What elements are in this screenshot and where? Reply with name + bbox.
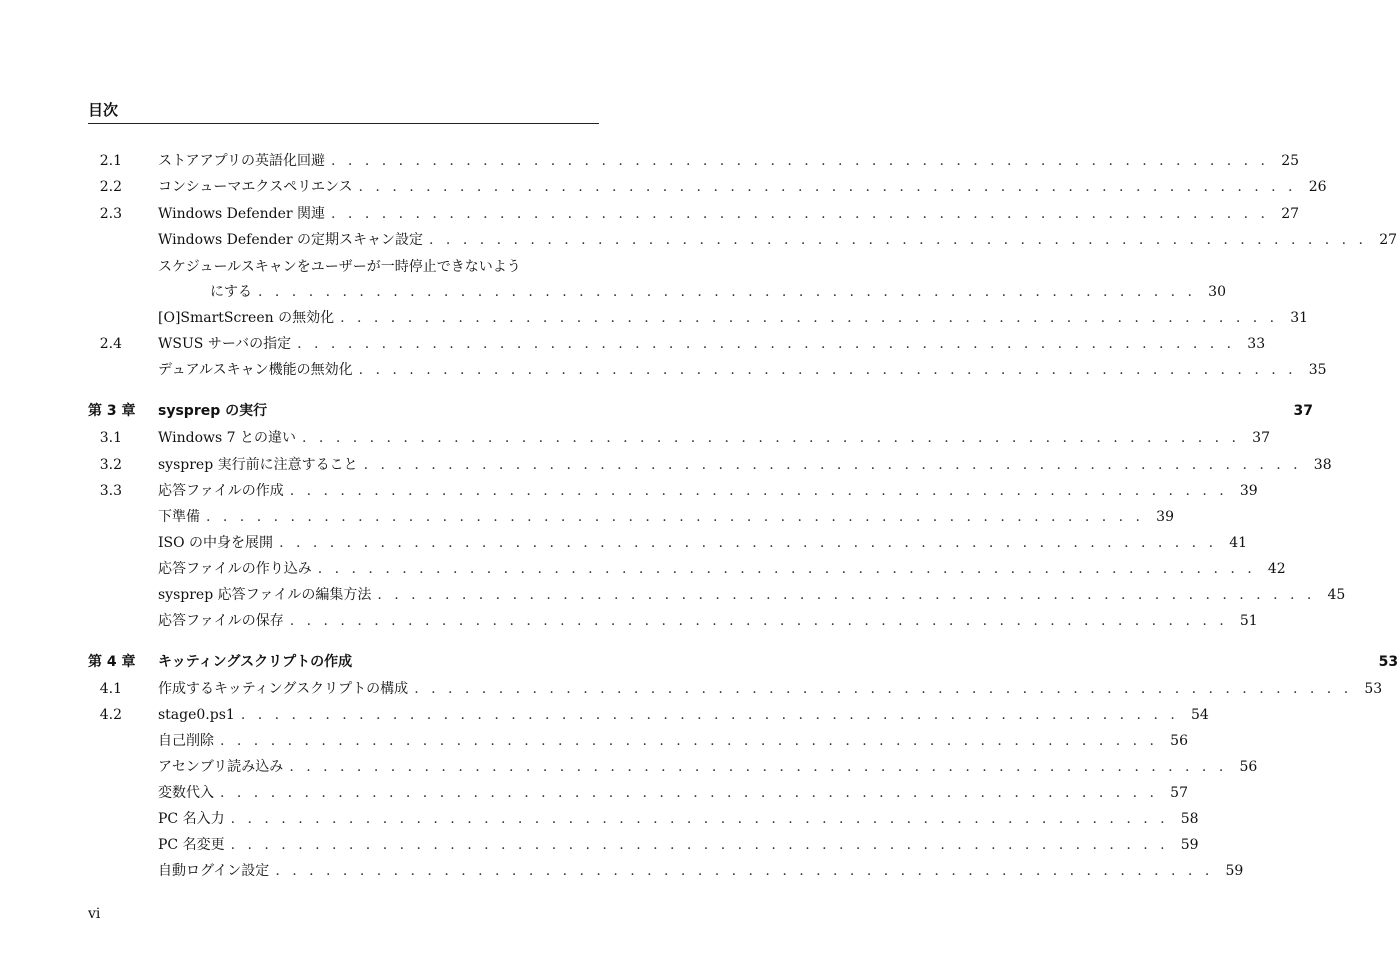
toc-entry-page: 30 — [1208, 284, 1226, 300]
toc-entry-row[interactable] — [88, 532, 1248, 554]
toc-dot-leader: . . . . . . . . . . . . . . . . . . . . . . . . . . . . . . . . . . . . . . . . . . . . . . . . . . . . . . . . — [340, 310, 1279, 326]
toc-dot-leader: . . . . . . . . . . . . . . . . . . . . . . . . . . . . . . . . . . . . . . . . . . . . . . . . . . . . . . . . — [275, 863, 1214, 879]
toc-entry-row[interactable] — [88, 704, 1209, 726]
toc-entry-row[interactable] — [88, 610, 1258, 632]
toc-entry-page: 27 — [1379, 232, 1398, 248]
toc-entry-title: 下準備 — [158, 509, 200, 525]
toc-entry-row[interactable] — [88, 427, 1270, 449]
toc-dot-leader: . . . . . . . . . . . . . . . . . . . . . . . . . . . . . . . . . . . . . . . . . . . . . . . . . . . . . . . . — [297, 336, 1236, 352]
toc-entry-row[interactable] — [88, 834, 1199, 856]
toc-dot-leader: . . . . . . . . . . . . . . . . . . . . . . . . . . . . . . . . . . . . . . . . . . . . . . . . . . . . . . . . — [279, 535, 1218, 551]
toc-entry-page: 58 — [1180, 811, 1199, 827]
toc-dot-leader: . . . . . . . . . . . . . . . . . . . . . . . . . . . . . . . . . . . . . . . . . . . . . . . . . . . . . . . . — [414, 681, 1353, 697]
toc-entry-title: 応答ファイルの作り込み — [158, 561, 312, 577]
toc-entry-page: 45 — [1327, 587, 1346, 603]
toc-dot-leader: . . . . . . . . . . . . . . . . . . . . . . . . . . . . . . . . . . . . . . . . . . . . . . . . . . . . . . . . — [230, 811, 1169, 827]
toc-entry-number: 第 4 章 — [88, 654, 136, 670]
toc-entry-page: 56 — [1239, 759, 1258, 775]
toc-dot-leader: . . . . . . . . . . . . . . . . . . . . . . . . . . . . . . . . . . . . . . . . . . . . . . . . . . . . . . . . — [220, 785, 1158, 801]
toc-entry-row[interactable] — [88, 203, 1300, 225]
toc-entry-row[interactable] — [88, 480, 1258, 502]
toc-entry-page: 38 — [1313, 457, 1332, 473]
page-header-title: 目次 — [88, 101, 119, 119]
toc-entry-row[interactable] — [88, 808, 1199, 830]
toc-entry-page: 59 — [1225, 863, 1244, 879]
toc-entry-number: 4.2 — [99, 707, 122, 723]
toc-entry-number: 2.1 — [99, 153, 122, 169]
toc-entry-page: 51 — [1239, 613, 1258, 629]
toc-entry-title: ISO の中身を展開 — [158, 535, 274, 551]
toc-entry-title: sysprep 実行前に注意すること — [158, 457, 358, 473]
toc-entry-number: 第 3 章 — [88, 403, 136, 419]
toc-entry-row[interactable] — [88, 454, 1332, 476]
toc-entry-title: 応答ファイルの保存 — [158, 613, 284, 629]
toc-entry-page: 53 — [1378, 654, 1398, 670]
toc-entry-page: 25 — [1281, 153, 1300, 169]
toc-dot-leader: . . . . . . . . . . . . . . . . . . . . . . . . . . . . . . . . . . . . . . . . . . . . . . . . . . . . . . . . — [363, 457, 1302, 473]
toc-dot-leader: . . . . . . . . . . . . . . . . . . . . . . . . . . . . . . . . . . . . . . . . . . . . . . . . . . . . . . . . — [258, 284, 1196, 300]
toc-entry-row[interactable] — [88, 558, 1286, 580]
toc-entry-page: 54 — [1190, 707, 1209, 723]
toc-entry-page: 57 — [1170, 785, 1188, 801]
toc-entry-row[interactable] — [88, 150, 1300, 172]
toc-dot-leader: . . . . . . . . . . . . . . . . . . . . . . . . . . . . . . . . . . . . . . . . . . . . . . . . . . . . . . . . — [289, 613, 1228, 629]
toc-entry-title: stage0.ps1 — [158, 707, 235, 723]
toc-entry-number: 2.2 — [99, 179, 122, 195]
toc-entry-title: 作成するキッティングスクリプトの構成 — [158, 681, 409, 697]
toc-entry-number: 2.4 — [99, 336, 122, 352]
toc-entry-title: PC 名入力 — [158, 811, 225, 827]
toc-dot-leader: . . . . . . . . . . . . . . . . . . . . . . . . . . . . . . . . . . . . . . . . . . . . . . . . . . . . . . . . — [230, 837, 1169, 853]
toc-entry-number: 3.2 — [99, 457, 122, 473]
toc-entry-page: 41 — [1229, 535, 1248, 551]
toc-entry-title: Windows Defender の定期スキャン設定 — [158, 232, 424, 248]
toc-entry-page: 37 — [1293, 403, 1314, 419]
toc-entry-number: 3.3 — [99, 483, 122, 499]
toc-entry-page: 39 — [1239, 483, 1258, 499]
toc-dot-leader: . . . . . . . . . . . . . . . . . . . . . . . . . . . . . . . . . . . . . . . . . . . . . . . . . . . . . . . . — [240, 707, 1179, 723]
toc-entry-page: 35 — [1308, 362, 1327, 378]
toc-entry-title: にする — [210, 284, 252, 300]
toc-entry-row[interactable] — [88, 229, 1398, 251]
toc-dot-leader: . . . . . . . . . . . . . . . . . . . . . . . . . . . . . . . . . . . . . . . . . . . . . . . . . . . . . . . . — [302, 430, 1240, 446]
toc-entry-title: Windows 7 との違い — [158, 430, 297, 446]
toc-entry-title: 自動ログイン設定 — [158, 863, 270, 879]
toc-chapter-row[interactable] — [88, 651, 1398, 673]
toc-entry-page: 26 — [1308, 179, 1327, 195]
toc-entry-title: デュアルスキャン機能の無効化 — [158, 362, 353, 378]
toc-entry-page: 33 — [1247, 336, 1266, 352]
toc-entry-title: ストアアプリの英語化回避 — [158, 153, 326, 169]
toc-entry-page: 56 — [1170, 733, 1188, 749]
toc-entry-page: 31 — [1290, 310, 1309, 326]
toc-entry-title: 変数代入 — [158, 785, 214, 801]
toc-entry-row[interactable] — [88, 333, 1266, 355]
page-number: vi — [88, 906, 101, 922]
toc-entry-title: アセンブリ読み込み — [158, 759, 284, 775]
toc-dot-leader: . . . . . . . . . . . . . . . . . . . . . . . . . . . . . . . . . . . . . . . . . . . . . . . . . . . . . . . . — [377, 587, 1316, 603]
toc-entry-row[interactable] — [88, 176, 1327, 198]
toc-dot-leader: . . . . . . . . . . . . . . . . . . . . . . . . . . . . . . . . . . . . . . . . . . . . . . . . . . . . . . . . — [331, 206, 1270, 222]
toc-entry-title: PC 名変更 — [158, 837, 225, 853]
toc-entry-page: 59 — [1180, 837, 1199, 853]
toc-entry-page: 39 — [1156, 509, 1174, 525]
toc-dot-leader: . . . . . . . . . . . . . . . . . . . . . . . . . . . . . . . . . . . . . . . . . . . . . . . . . . . . . . . . — [358, 362, 1297, 378]
toc-entry-number: 3.1 — [99, 430, 122, 446]
toc-entry-title: キッティングスクリプトの作成 — [158, 654, 353, 670]
toc-entry-row[interactable] — [88, 256, 599, 278]
toc-entry-row[interactable] — [88, 359, 1327, 381]
toc-entry-row[interactable] — [88, 782, 1188, 804]
toc-dot-leader: . . . . . . . . . . . . . . . . . . . . . . . . . . . . . . . . . . . . . . . . . . . . . . . . . . . . . . . . — [206, 509, 1144, 525]
toc-chapter-row[interactable] — [88, 400, 1314, 422]
toc-entry-row[interactable] — [88, 584, 1346, 606]
toc-entry-page: 42 — [1267, 561, 1286, 577]
toc-entry-title: 応答ファイルの作成 — [158, 483, 284, 499]
toc-entry-row[interactable] — [88, 730, 1188, 752]
toc-entry-title: コンシューマエクスペリエンス — [158, 179, 353, 195]
toc-dot-leader: . . . . . . . . . . . . . . . . . . . . . . . . . . . . . . . . . . . . . . . . . . . . . . . . . . . . . . . . — [317, 561, 1256, 577]
toc-entry-number: 4.1 — [99, 681, 122, 697]
toc-dot-leader: . . . . . . . . . . . . . . . . . . . . . . . . . . . . . . . . . . . . . . . . . . . . . . . . . . . . . . . . — [220, 733, 1158, 749]
toc-entry-row[interactable] — [88, 756, 1258, 778]
toc-dot-leader: . . . . . . . . . . . . . . . . . . . . . . . . . . . . . . . . . . . . . . . . . . . . . . . . . . . . . . . . — [289, 759, 1228, 775]
toc-entry-row[interactable] — [88, 281, 1226, 303]
toc-entry-page: 27 — [1281, 206, 1300, 222]
toc-entry-title: WSUS サーバの指定 — [158, 336, 292, 352]
toc-dot-leader: . . . . . . . . . . . . . . . . . . . . . . . . . . . . . . . . . . . . . . . . . . . . . . . . . . . . . . . . — [331, 153, 1270, 169]
toc-entry-page: 53 — [1364, 681, 1383, 697]
toc-entry-title: sysprep の実行 — [158, 403, 268, 419]
toc-entry-row[interactable] — [88, 678, 1383, 700]
toc-entry-page: 37 — [1252, 430, 1270, 446]
toc-entry-row[interactable] — [88, 307, 1309, 329]
toc-entry-title: スケジュールスキャンをユーザーが一時停止できないよう — [158, 259, 521, 275]
toc-entry-title: sysprep 応答ファイルの編集方法 — [158, 587, 372, 603]
toc-entry-title: [O]SmartScreen の無効化 — [158, 310, 335, 326]
toc-dot-leader: . . . . . . . . . . . . . . . . . . . . . . . . . . . . . . . . . . . . . . . . . . . . . . . . . . . . . . . . — [289, 483, 1228, 499]
toc-entry-title: 自己削除 — [158, 733, 214, 749]
toc-entry-number: 2.3 — [99, 206, 122, 222]
toc-entry-row[interactable] — [88, 860, 1244, 882]
toc-entry-title: Windows Defender 関連 — [158, 206, 326, 222]
toc-dot-leader: . . . . . . . . . . . . . . . . . . . . . . . . . . . . . . . . . . . . . . . . . . . . . . . . . . . . . . . . — [358, 179, 1297, 195]
toc-entry-row[interactable] — [88, 506, 1174, 528]
toc-dot-leader: . . . . . . . . . . . . . . . . . . . . . . . . . . . . . . . . . . . . . . . . . . . . . . . . . . . . . . . . — [429, 232, 1368, 248]
